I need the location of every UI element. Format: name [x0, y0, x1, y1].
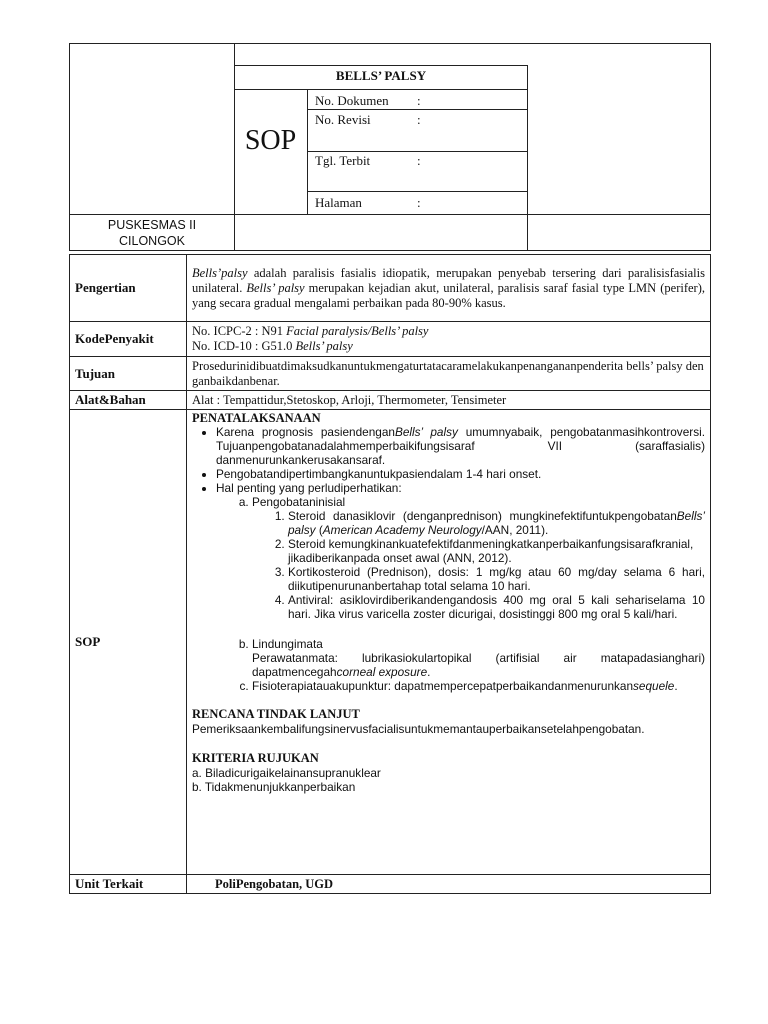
text-span: Pengobataninisial — [252, 495, 346, 509]
list-item — [288, 509, 705, 537]
list-item: 3. Kortikosteroid (Prednison), dosis: 1 mg/kg atau 60 mg/day selama 6 hari, diikutipenurunanbertahap total selama 10 hari. — [288, 565, 705, 593]
meta-label: No. Revisi — [315, 112, 371, 127]
meta-sep: : — [417, 112, 421, 127]
list-item — [216, 425, 705, 467]
kode-icd — [192, 339, 705, 354]
list-item — [252, 679, 705, 693]
meta-label: No. Dokumen — [315, 93, 389, 108]
sop-table — [69, 254, 711, 894]
meta-label: Halaman — [315, 195, 362, 210]
text-span: Hal penting yang perludiperhatikan: — [216, 481, 402, 495]
text-italic: Bells’ palsy — [394, 425, 458, 439]
lindungi-mata-text — [252, 651, 705, 679]
alat-text: Alat : Tempattidur,Stetoskop, Arloji, Thermometer, Tensimeter — [187, 391, 711, 410]
text-span: adalah paralisis fasialis idiopatik, merupakan penyebab tersering dari paralisisfasialis unilateral. — [192, 265, 705, 295]
treatment-bullets — [192, 425, 705, 693]
sop-label: SOP — [244, 125, 297, 156]
rencana-heading: RENCANA TINDAK LANJUT — [192, 707, 360, 721]
kriteria-heading: KRITERIA RUJUKAN — [192, 751, 319, 765]
list-item — [252, 495, 705, 621]
sublist-numeric — [252, 509, 705, 621]
text-italic: Bells’palsy — [192, 265, 248, 280]
text-span: Perawatanmata: lubrikasiokulartopikal (artifisial air matapadasianghari) dapatmencegah — [252, 651, 705, 679]
kriteria-item-a: a. Biladicurigaikelainansupranuklear — [192, 766, 381, 780]
text-italic: Bells’ palsy — [288, 509, 705, 537]
sublist-alpha — [216, 495, 705, 693]
pengertian-text — [187, 255, 711, 322]
document-title: BELLS’ PALSY — [335, 68, 427, 83]
organization-name — [69, 217, 235, 249]
row-label: Unit Terkait — [70, 875, 187, 894]
text-span: Fisioterapiatauakupunktur: dapatmempercepatperbaikandanmenurunkan — [252, 679, 634, 693]
text-italic: American Academy Neurology — [322, 523, 482, 537]
text-span: merupakan kejadian akut, unilateral, paralisis saraf fasial type LMN (perifer), yang secara gradual mengalami perbaikan pada 80-90% kasus. — [192, 280, 705, 310]
row-label: Tujuan — [70, 357, 187, 391]
meta-label: Tgl. Terbit — [315, 153, 371, 168]
row-label: Alat&Bahan — [70, 391, 187, 410]
meta-sep: : — [417, 153, 421, 168]
meta-tgl-terbit — [315, 153, 370, 169]
text-span: umumnyabaik, pengobatanmasihkontroversi. Tujuanpengobatanadalahmemperbaikifungsisaraf VII (saraffasialis) danmenurunkankerusakansaraf. — [216, 425, 705, 467]
row-tujuan — [70, 357, 711, 391]
list-item — [216, 481, 705, 693]
text-span: . — [427, 665, 431, 679]
organization-line-2: CILONGOK — [119, 234, 185, 248]
row-kode-penyakit — [70, 322, 711, 357]
text-italic: sequele — [633, 679, 675, 693]
penatalaksanaan-heading: PENATALAKSANAAN — [192, 411, 321, 425]
row-pengertian — [70, 255, 711, 322]
unit-text: PoliPengobatan, UGD — [187, 875, 711, 894]
row-label: KodePenyakit — [70, 322, 187, 357]
list-item: • Pengobatandipertimbangkanuntukpasiendalam 1-4 hari onset. — [216, 467, 705, 481]
row-label: Pengertian — [70, 255, 187, 322]
kode-text — [187, 322, 711, 357]
text-span: ( — [315, 523, 323, 537]
row-alat-bahan — [70, 391, 711, 410]
meta-sep: : — [417, 195, 421, 210]
text-italic: Bells’ palsy — [246, 280, 305, 295]
text-italic: Facial paralysis/Bells’ palsy — [286, 324, 429, 338]
meta-halaman — [315, 195, 362, 211]
row-label: SOP — [70, 410, 187, 875]
list-item: 4. Antiviral: asiklovirdiberikandengandosis 400 mg oral 5 kali sehariselama 10 hari. Jika virus varicella zoster dicurigai, dosistinggi 800 mg oral 5 kali/hari. — [288, 593, 705, 621]
text-italic: Bells’ palsy — [295, 339, 353, 353]
meta-no-revisi — [315, 112, 371, 128]
text-span: Karena prognosis pasiendengan — [216, 425, 395, 439]
text-italic: corneal exposure — [336, 665, 428, 679]
row-sop — [70, 410, 711, 875]
kode-icpc — [192, 324, 705, 339]
meta-no-dokumen — [315, 93, 389, 109]
rencana-text: Pemeriksaankembalifungsinervusfacialisuntukmemantauperbaikansetelahpengobatan. — [192, 722, 645, 736]
text-span: No. ICD-10 : G51.0 — [192, 339, 296, 353]
tujuan-text: Prosedurinidibuatdimaksudkanuntukmengaturtatacaramelakukanpenangananpenderita bells’ palsy denganbaikdanbenar. — [187, 357, 711, 391]
list-item — [252, 637, 705, 679]
meta-sep: : — [417, 93, 421, 108]
text-span: No. ICPC-2 : N91 — [192, 324, 287, 338]
list-item: 2. Steroid kemungkinankuatefektifdanmeningkatkanperbaikanfungsisarafkranial, jikadiberikanpada onset awal (ANN, 2012). — [288, 537, 705, 565]
organization-line-1: PUSKESMAS II — [107, 218, 197, 232]
text-span: . — [674, 679, 678, 693]
text-span: /AAN, 2011). — [481, 523, 549, 537]
text-span: Lindungimata — [252, 637, 323, 651]
row-unit-terkait — [70, 875, 711, 894]
kriteria-item-b: b. Tidakmenunjukkanperbaikan — [192, 780, 356, 794]
sop-content — [187, 410, 711, 875]
text-span: Steroid danasiklovir (denganprednison) mungkinefektifuntukpengobatan — [288, 509, 677, 523]
